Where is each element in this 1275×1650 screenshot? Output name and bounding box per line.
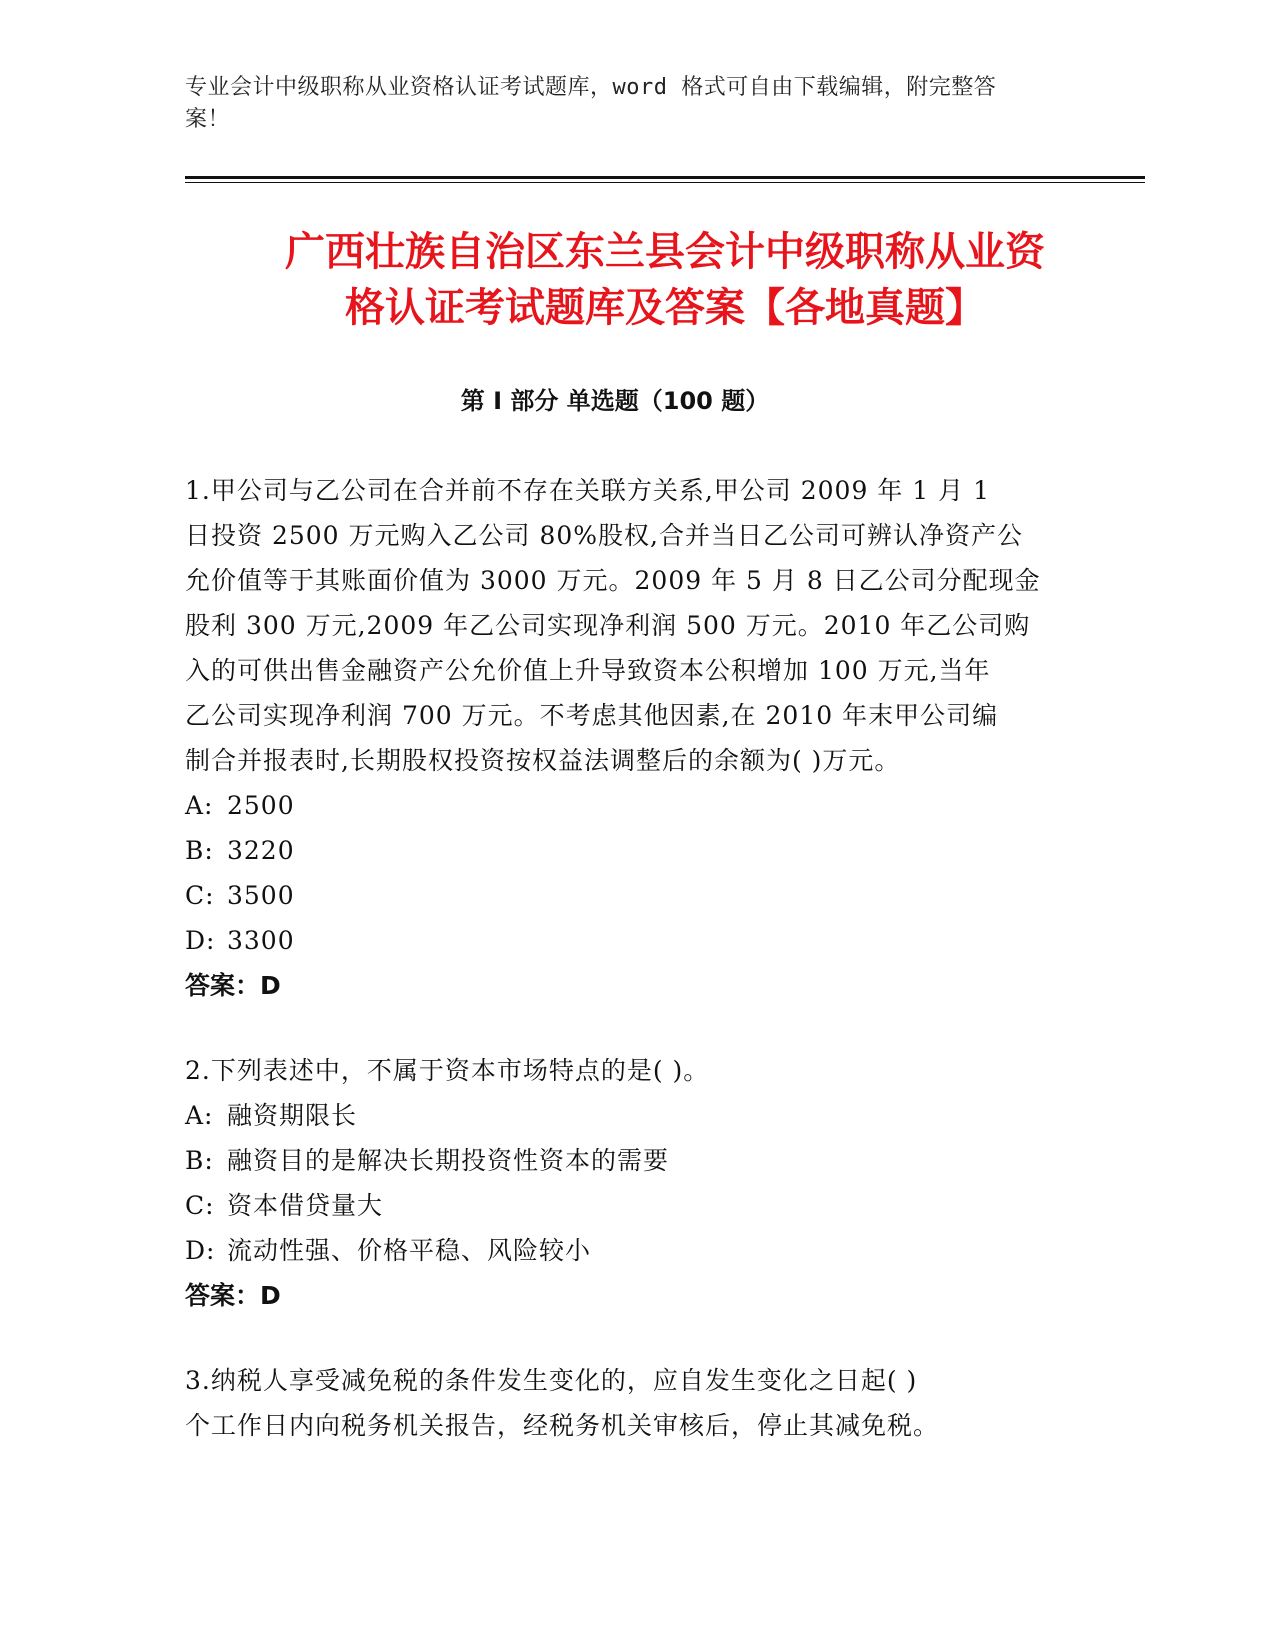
option-letter: A: xyxy=(185,791,214,820)
document-title-line-1: 广西壮族自治区东兰县会计中级职称从业资 xyxy=(285,229,1045,275)
option-d xyxy=(185,1228,1055,1273)
option-letter: B: xyxy=(185,836,214,865)
question-stem-line: 个工作日内向税务机关报告，经税务机关审核后，停止其减免税。 xyxy=(185,1411,940,1440)
document-page xyxy=(185,0,1145,1650)
option-text: 3300 xyxy=(227,926,295,955)
option-a xyxy=(185,783,1055,828)
option-d xyxy=(185,918,1055,963)
section-title: 第 I 部分 单选题（100 题） xyxy=(460,387,770,415)
option-c xyxy=(185,873,1055,918)
option-letter: D: xyxy=(185,926,216,955)
answer-label: 答案：D xyxy=(185,971,281,1000)
question-stem-line: 3.纳税人享受减免税的条件发生变化的，应自发生变化之日起( ) xyxy=(185,1366,918,1395)
question-stem-line: 日投资 2500 万元购入乙公司 80%股权,合并当日乙公司可辨认净资产公 xyxy=(185,521,1023,550)
question-stem-line: 制合并报表时,长期股权投资按权益法调整后的余额为( )万元。 xyxy=(185,746,901,775)
option-text: 流动性强、价格平稳、风险较小 xyxy=(227,1236,592,1265)
document-title xyxy=(185,224,1145,336)
question-stem-line: 允价值等于其账面价值为 3000 万元。2009 年 5 月 8 日乙公司分配现金 xyxy=(185,566,1041,595)
question-stem-line: 入的可供出售金融资产公允价值上升导致资本公积增加 100 万元,当年 xyxy=(185,656,991,685)
option-text: 3500 xyxy=(227,881,295,910)
header-divider-thick xyxy=(185,176,1145,179)
option-text: 资本借贷量大 xyxy=(227,1191,384,1220)
header-note-line-2: 案！ xyxy=(185,107,231,132)
option-c xyxy=(185,1183,1055,1228)
header-note xyxy=(185,72,1065,136)
option-letter: A: xyxy=(185,1101,214,1130)
answer-label: 答案：D xyxy=(185,1281,281,1310)
option-letter: B: xyxy=(185,1146,214,1175)
option-letter: C: xyxy=(185,1191,215,1220)
option-text: 2500 xyxy=(227,791,295,820)
document-title-line-2: 格认证考试题库及答案【各地真题】 xyxy=(345,285,985,331)
header-note-line-1: 专业会计中级职称从业资格认证考试题库，word 格式可自由下载编辑，附完整答 xyxy=(185,75,997,100)
question-1 xyxy=(185,468,1055,1008)
option-b xyxy=(185,828,1055,873)
question-stem-line: 2.下列表述中，不属于资本市场特点的是( )。 xyxy=(185,1056,710,1085)
question-stem-line: 乙公司实现净利润 700 万元。不考虑其他因素,在 2010 年末甲公司编 xyxy=(185,701,999,730)
option-text: 3220 xyxy=(227,836,295,865)
question-3 xyxy=(185,1358,1055,1448)
question-list xyxy=(185,468,1055,1488)
question-stem-line: 股利 300 万元,2009 年乙公司实现净利润 500 万元。2010 年乙公司购 xyxy=(185,611,1031,640)
option-letter: C: xyxy=(185,881,215,910)
header-divider-thin xyxy=(185,182,1145,183)
option-text: 融资目的是解决长期投资性资本的需要 xyxy=(227,1146,670,1175)
option-letter: D: xyxy=(185,1236,216,1265)
option-b xyxy=(185,1138,1055,1183)
option-text: 融资期限长 xyxy=(227,1101,358,1130)
question-2 xyxy=(185,1048,1055,1318)
question-stem-line: 1.甲公司与乙公司在合并前不存在关联方关系,甲公司 2009 年 1 月 1 xyxy=(185,476,990,505)
option-a xyxy=(185,1093,1055,1138)
